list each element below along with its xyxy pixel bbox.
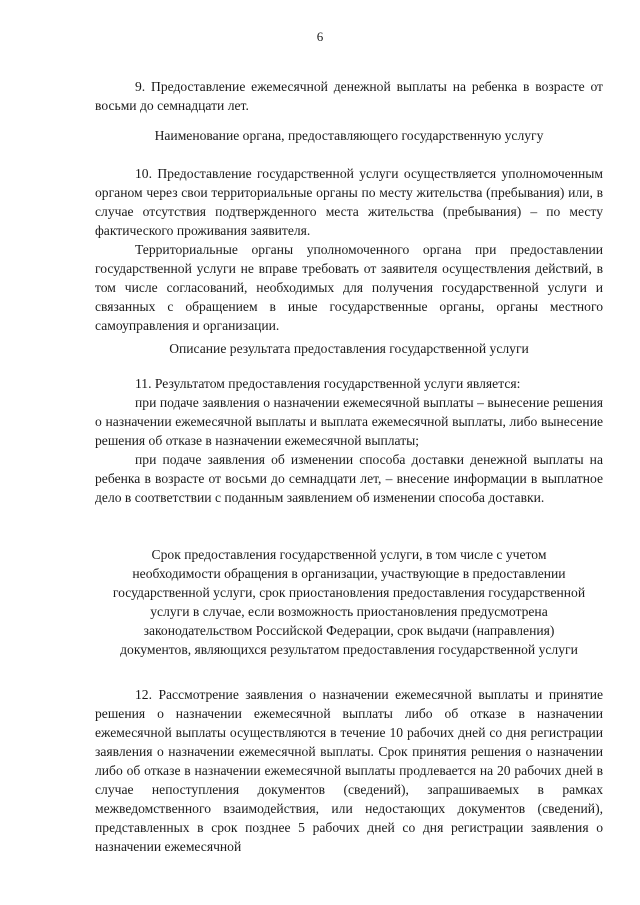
section-9-text: 9. Предоставление ежемесячной денежной выплаты на ребенка в возрасте от восьми до семнадцати лет. — [95, 79, 603, 113]
section-11-item-2: при подаче заявления об изменении способа доставки денежной выплаты на ребенка в возрасте от восьми до семнадцати лет, – внесение информации в выплатное дело в соответствии с поданным заявлением об изменении способа доставки. — [95, 452, 603, 505]
section-9 — [95, 77, 603, 115]
heading-term: Срок предоставления государственной услуги, в том числе с учетом необходимости обращения в организации, участвующие в предоставлении государственной услуги, срок приостановления предоставления государственной услуги в случае, если возможность приостановления предусмотрена законодательством Российской Федерации, срок выдачи (направления) документов, являющихся результатом предоставления государственной услуги — [112, 547, 586, 657]
page-number: 6 — [316, 29, 324, 44]
heading-result: Описание результата предоставления государственной услуги — [169, 341, 529, 356]
section-12-text: 12. Рассмотрение заявления о назначении ежемесячной выплаты и принятие решения о назначении ежемесячной выплаты либо об отказе в назначении ежемесячной выплаты осуществляются в течение 10 рабочих дней со дня регистрации заявления о назначении ежемесячной выплаты. Срок принятия решения о назначении либо об отказе в назначении ежемесячной выплаты продлевается на 20 рабочих дней в случае непоступления документов (сведений), запрашиваемых в рамках межведомственного взаимодействия, или недостающих документов (сведений), представленных в срок позднее 5 рабочих дней со дня регистрации заявления о назначении ежемесячной — [95, 687, 603, 854]
heading-result-block — [95, 339, 603, 358]
section-10-p2: Территориальные органы уполномоченного органа при предоставлении государственной услуги не вправе требовать от заявителя осуществления действий, в том числе согласований, необходимых для получения государственной услуги и связанных с обращением в иные государственные органы, органы местного самоуправления и организации. — [95, 242, 603, 333]
section-11 — [95, 374, 603, 507]
heading-term-block — [112, 545, 586, 659]
section-12 — [95, 685, 603, 856]
heading-authority-block — [95, 126, 603, 145]
section-11-intro: 11. Результатом предоставления государственной услуги является: — [135, 376, 521, 391]
section-10-p1: 10. Предоставление государственной услуги осуществляется уполномоченным органом через свои территориальные органы по месту жительства (пребывания) или, в случае отсутствия подтвержденного места жительства (пребывания) – по месту фактического проживания заявителя. — [95, 166, 603, 238]
heading-authority: Наименование органа, предоставляющего государственную услугу — [154, 128, 544, 143]
section-11-item-1: при подаче заявления о назначении ежемесячной выплаты – вынесение решения о назначении ежемесячной выплаты и выплата ежемесячной выплаты, либо вынесение решения об отказе в назначении ежемесячной выплаты; — [95, 395, 603, 448]
section-10 — [95, 164, 603, 335]
